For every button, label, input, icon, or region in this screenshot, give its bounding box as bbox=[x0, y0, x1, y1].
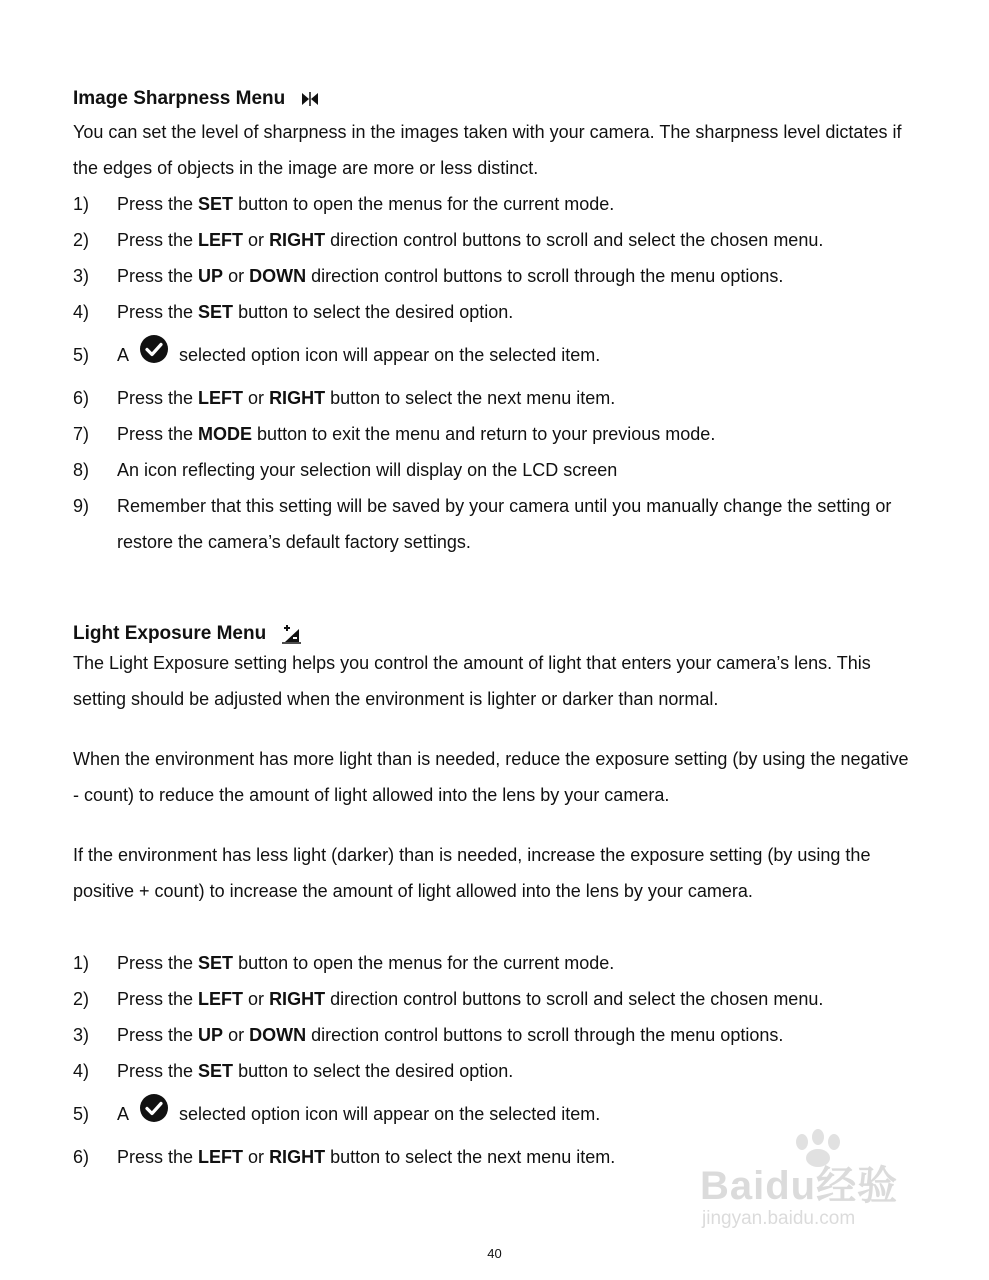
step-text: button to select the desired option. bbox=[233, 1061, 514, 1081]
list-item bbox=[73, 294, 909, 330]
exposure-icon bbox=[280, 623, 302, 645]
list-item bbox=[73, 186, 909, 222]
list-item bbox=[73, 1017, 909, 1053]
exposure-paragraph: If the environment has less light (darker) than is needed, increase the exposure setting (by using the positive + count) to increase the amount of light allowed into the lens by your camera. bbox=[73, 845, 871, 901]
step-number: 4) bbox=[73, 1061, 90, 1081]
step-bold: DOWN bbox=[249, 266, 307, 286]
step-number: 8) bbox=[73, 460, 90, 480]
step-number: 2) bbox=[73, 230, 90, 250]
step-bold: UP bbox=[198, 266, 224, 286]
step-text: Press the bbox=[117, 1147, 199, 1167]
watermark-sub: jingyan.baidu.com bbox=[702, 1208, 856, 1229]
step-text: A bbox=[117, 345, 130, 365]
baidu-watermark bbox=[700, 1128, 940, 1238]
step-text: Press the bbox=[117, 953, 199, 973]
list-item bbox=[73, 452, 909, 488]
step-bold: LEFT bbox=[198, 388, 244, 408]
step-text: Press the bbox=[117, 989, 199, 1009]
step-text: direction control buttons to scroll through the menu options. bbox=[306, 1025, 784, 1045]
step-bold: LEFT bbox=[198, 1147, 244, 1167]
step-number: 7) bbox=[73, 424, 90, 444]
check-circle-icon bbox=[139, 334, 169, 364]
step-number: 6) bbox=[73, 1147, 90, 1167]
list-item bbox=[73, 945, 909, 981]
section-title-text: Light Exposure Menu bbox=[73, 623, 267, 644]
step-text: or bbox=[243, 230, 270, 250]
section-title bbox=[73, 623, 909, 645]
exposure-paragraph: When the environment has more light than is needed, reduce the exposure setting (by using the negative - count) to reduce the amount of light allowed into the lens by your camera. bbox=[73, 749, 909, 805]
step-bold: SET bbox=[198, 194, 234, 214]
step-text: button to exit the menu and return to your previous mode. bbox=[252, 424, 716, 444]
step-text: Press the bbox=[117, 266, 199, 286]
exposure-paragraph: The Light Exposure setting helps you control the amount of light that enters your camera’s lens. This setting should be adjusted when the environment is lighter or darker than normal. bbox=[73, 653, 871, 709]
step-text: or bbox=[243, 1147, 270, 1167]
section-title bbox=[73, 88, 909, 110]
step-bold: LEFT bbox=[198, 230, 244, 250]
step-bold: SET bbox=[198, 1061, 234, 1081]
step-bold: UP bbox=[198, 1025, 224, 1045]
step-bold: DOWN bbox=[249, 1025, 307, 1045]
step-text: Press the bbox=[117, 1061, 199, 1081]
step-text: button to select the next menu item. bbox=[325, 388, 616, 408]
list-item bbox=[73, 981, 909, 1017]
page-number: 40 bbox=[487, 1246, 502, 1261]
step-text: Press the bbox=[117, 424, 199, 444]
list-item bbox=[73, 258, 909, 294]
section-image-sharpness bbox=[73, 88, 909, 560]
step-text: An icon reflecting your selection will display on the LCD screen bbox=[117, 460, 618, 480]
step-text: A bbox=[117, 1104, 130, 1124]
step-number: 5) bbox=[73, 345, 90, 365]
step-text: Remember that this setting will be saved by your camera until you manually change the setting or restore the camera’s default factory settings. bbox=[117, 496, 892, 552]
step-text: or bbox=[243, 388, 270, 408]
step-number: 6) bbox=[73, 388, 90, 408]
list-item bbox=[73, 380, 909, 416]
step-bold: LEFT bbox=[198, 989, 244, 1009]
step-text: or bbox=[223, 1025, 250, 1045]
list-item bbox=[73, 1053, 909, 1089]
steps-list bbox=[73, 186, 909, 560]
step-bold: RIGHT bbox=[269, 230, 326, 250]
step-number: 9) bbox=[73, 496, 90, 516]
list-item bbox=[73, 488, 909, 560]
step-text: Press the bbox=[117, 230, 199, 250]
step-text: direction control buttons to scroll and select the chosen menu. bbox=[325, 989, 824, 1009]
watermark-main: Baidu经验 bbox=[700, 1164, 899, 1208]
step-text: or bbox=[243, 989, 270, 1009]
step-number: 3) bbox=[73, 1025, 90, 1045]
step-bold: RIGHT bbox=[269, 989, 326, 1009]
step-text: button to open the menus for the current mode. bbox=[233, 953, 615, 973]
step-number: 3) bbox=[73, 266, 90, 286]
step-bold: RIGHT bbox=[269, 1147, 326, 1167]
step-number: 5) bbox=[73, 1104, 90, 1124]
step-text: button to select the next menu item. bbox=[325, 1147, 616, 1167]
check-circle-icon bbox=[139, 1093, 169, 1123]
step-number: 1) bbox=[73, 194, 90, 214]
list-item bbox=[73, 330, 909, 380]
step-text: Press the bbox=[117, 388, 199, 408]
step-text: direction control buttons to scroll and select the chosen menu. bbox=[325, 230, 824, 250]
section-light-exposure bbox=[73, 623, 909, 1175]
step-text: button to select the desired option. bbox=[233, 302, 514, 322]
step-number: 1) bbox=[73, 953, 90, 973]
step-bold: SET bbox=[198, 302, 234, 322]
step-text: selected option icon will appear on the selected item. bbox=[179, 1104, 601, 1124]
step-bold: RIGHT bbox=[269, 388, 326, 408]
step-number: 2) bbox=[73, 989, 90, 1009]
intro-paragraph: You can set the level of sharpness in the images taken with your camera. The sharpness level dictates if the edges of objects in the image are more or less distinct. bbox=[73, 122, 902, 178]
step-text: Press the bbox=[117, 302, 199, 322]
sharpness-icon bbox=[299, 88, 321, 110]
step-text: or bbox=[223, 266, 250, 286]
step-number: 4) bbox=[73, 302, 90, 322]
section-title-text: Image Sharpness Menu bbox=[73, 88, 286, 109]
step-text: selected option icon will appear on the selected item. bbox=[179, 345, 601, 365]
list-item bbox=[73, 416, 909, 452]
step-bold: SET bbox=[198, 953, 234, 973]
step-text: Press the bbox=[117, 194, 199, 214]
step-bold: MODE bbox=[198, 424, 253, 444]
list-item bbox=[73, 222, 909, 258]
step-text: direction control buttons to scroll through the menu options. bbox=[306, 266, 784, 286]
step-text: Press the bbox=[117, 1025, 199, 1045]
step-text: button to open the menus for the current mode. bbox=[233, 194, 615, 214]
